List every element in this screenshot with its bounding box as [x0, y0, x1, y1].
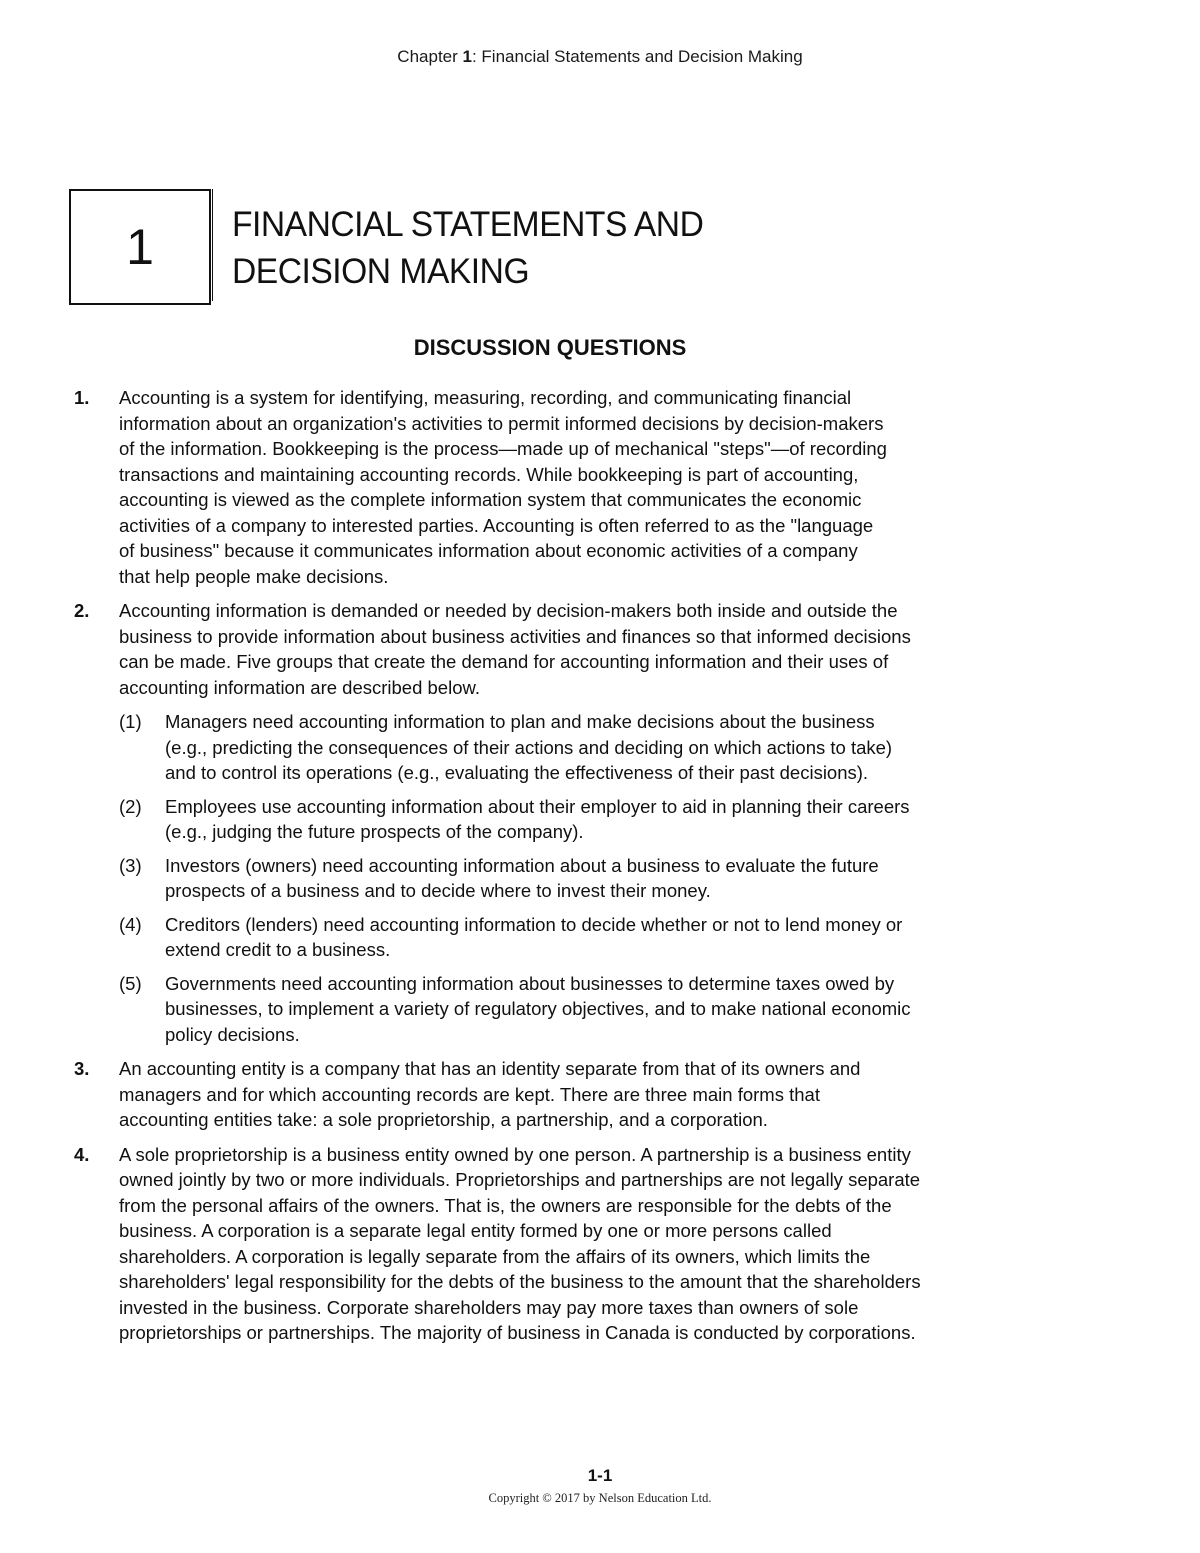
- question-text: [119, 598, 1034, 1047]
- question-text-line: shareholders. A corporation is legally separate from the affairs of its owners, which limits the: [119, 1245, 871, 1267]
- running-header-title: : Financial Statements and Decision Making: [471, 47, 803, 66]
- question-text-line: accounting entities take: a sole proprietorship, a partnership, and a corporation.: [119, 1109, 768, 1130]
- question-text-line: Accounting information is demanded or needed by decision-makers both inside and outside the: [119, 600, 898, 621]
- question-number: 3.: [74, 1058, 90, 1079]
- sub-item-text-line: (e.g., judging the future prospects of the company).: [165, 821, 584, 842]
- question-text-line: from the personal affairs of the owners. That is, the owners are responsible for the debts of the: [119, 1194, 892, 1216]
- sub-item-number: (4): [119, 913, 142, 935]
- chapter-number: 1: [126, 219, 154, 275]
- sub-item-text-line: Employees use accounting information about their employer to aid in planning their careers: [165, 795, 910, 817]
- question-text-line: activities of a company to interested parties. Accounting is often referred to as the "language: [119, 514, 874, 536]
- chapter-title: [232, 201, 904, 295]
- sub-item-text-line: policy decisions.: [165, 1023, 300, 1045]
- question-text-line: business to provide information about business activities and finances so that informed decisions: [119, 625, 911, 647]
- question-text-line: managers and for which accounting records are kept. There are three main forms that: [119, 1083, 820, 1105]
- sub-item-text-line: prospects of a business and to decide where to invest their money.: [165, 880, 711, 901]
- question-text-line: of business" because it communicates information about economic activities of a company: [119, 540, 858, 561]
- sub-item-text-line: Creditors (lenders) need accounting information to decide whether or not to lend money or: [165, 913, 903, 935]
- question-text-line: proprietorships or partnerships. The majority of business in Canada is conducted by corporations.: [119, 1322, 916, 1343]
- discussion-questions: [74, 385, 1034, 1355]
- page-number: 1-1: [587, 1466, 613, 1485]
- sub-item: [119, 971, 1034, 1048]
- question-text-line: accounting is viewed as the complete information system that communicates the economic: [119, 489, 862, 510]
- sub-item-number: (5): [119, 972, 142, 994]
- question-item: [74, 385, 1034, 589]
- sub-item-text-line: Managers need accounting information to plan and make decisions about the business: [165, 711, 875, 732]
- question-text-line: owned jointly by two or more individuals. Proprietorships and partnerships are not legally separate: [119, 1169, 921, 1190]
- question-text-line: A sole proprietorship is a business entity owned by one person. A partnership is a business entity: [119, 1143, 911, 1165]
- chapter-title-line-2: DECISION MAKING: [232, 252, 530, 291]
- question-text-line: business. A corporation is a separate legal entity formed by one or more persons called: [119, 1220, 832, 1241]
- question-text-line: Accounting is a system for identifying, measuring, recording, and communicating financial: [119, 387, 852, 408]
- sub-item-text-line: businesses, to implement a variety of regulatory objectives, and to make national economic: [165, 998, 911, 1019]
- question-number: 1.: [74, 387, 90, 408]
- sub-item-list: [119, 709, 1034, 1047]
- sub-item-text-line: (e.g., predicting the consequences of their actions and deciding on which actions to take): [165, 736, 893, 758]
- sub-item-number: (1): [119, 711, 142, 732]
- section-heading: DISCUSSION QUESTIONS: [413, 335, 687, 360]
- question-text-line: that help people make decisions.: [119, 565, 389, 587]
- question-item: [74, 1056, 1034, 1133]
- question-text: [119, 1056, 1034, 1133]
- running-header-chapter-number: 1: [462, 47, 472, 66]
- sub-item-text-line: Investors (owners) need accounting information about a business to evaluate the future: [165, 854, 879, 876]
- question-text-line: shareholders' legal responsibility for the debts of the business to the amount that the shareholders: [119, 1271, 921, 1292]
- question-text-line: information about an organization's activities to permit informed decisions by decision-makers: [119, 412, 884, 434]
- sub-item-text-line: extend credit to a business.: [165, 939, 391, 960]
- question-text-line: of the information. Bookkeeping is the process—made up of mechanical "steps"—of recording: [119, 438, 887, 459]
- running-header-prefix: Chapter: [397, 47, 463, 66]
- copyright-notice: Copyright © 2017 by Nelson Education Ltd.: [488, 1491, 712, 1505]
- sub-item: [119, 912, 1034, 963]
- chapter-number-box: [69, 189, 211, 305]
- question-item: [74, 1142, 1034, 1346]
- question-text-line: can be made. Five groups that create the demand for accounting information and their uses of: [119, 651, 889, 672]
- question-text-line: transactions and maintaining accounting records. While bookkeeping is part of accounting,: [119, 463, 859, 485]
- sub-item: [119, 794, 1034, 845]
- sub-item: [119, 709, 1034, 786]
- sub-item-text-line: and to control its operations (e.g., evaluating the effectiveness of their past decisions).: [165, 762, 869, 783]
- question-text-line: accounting information are described below.: [119, 676, 480, 698]
- question-number: 4.: [74, 1143, 90, 1165]
- question-text-line: invested in the business. Corporate shareholders may pay more taxes than owners of sole: [119, 1296, 859, 1318]
- title-divider: [212, 189, 213, 301]
- question-text-line: An accounting entity is a company that has an identity separate from that of its owners and: [119, 1058, 861, 1079]
- question-number: 2.: [74, 600, 90, 621]
- question-text: [119, 1142, 1034, 1346]
- question-item: [74, 598, 1034, 1047]
- sub-item-number: (2): [119, 795, 142, 817]
- chapter-title-line-1: FINANCIAL STATEMENTS AND: [232, 205, 704, 244]
- sub-item-text-line: Governments need accounting information about businesses to determine taxes owed by: [165, 972, 895, 994]
- sub-item: [119, 853, 1034, 904]
- question-text: [119, 385, 1034, 589]
- running-header: [0, 47, 1200, 67]
- sub-item-number: (3): [119, 854, 142, 876]
